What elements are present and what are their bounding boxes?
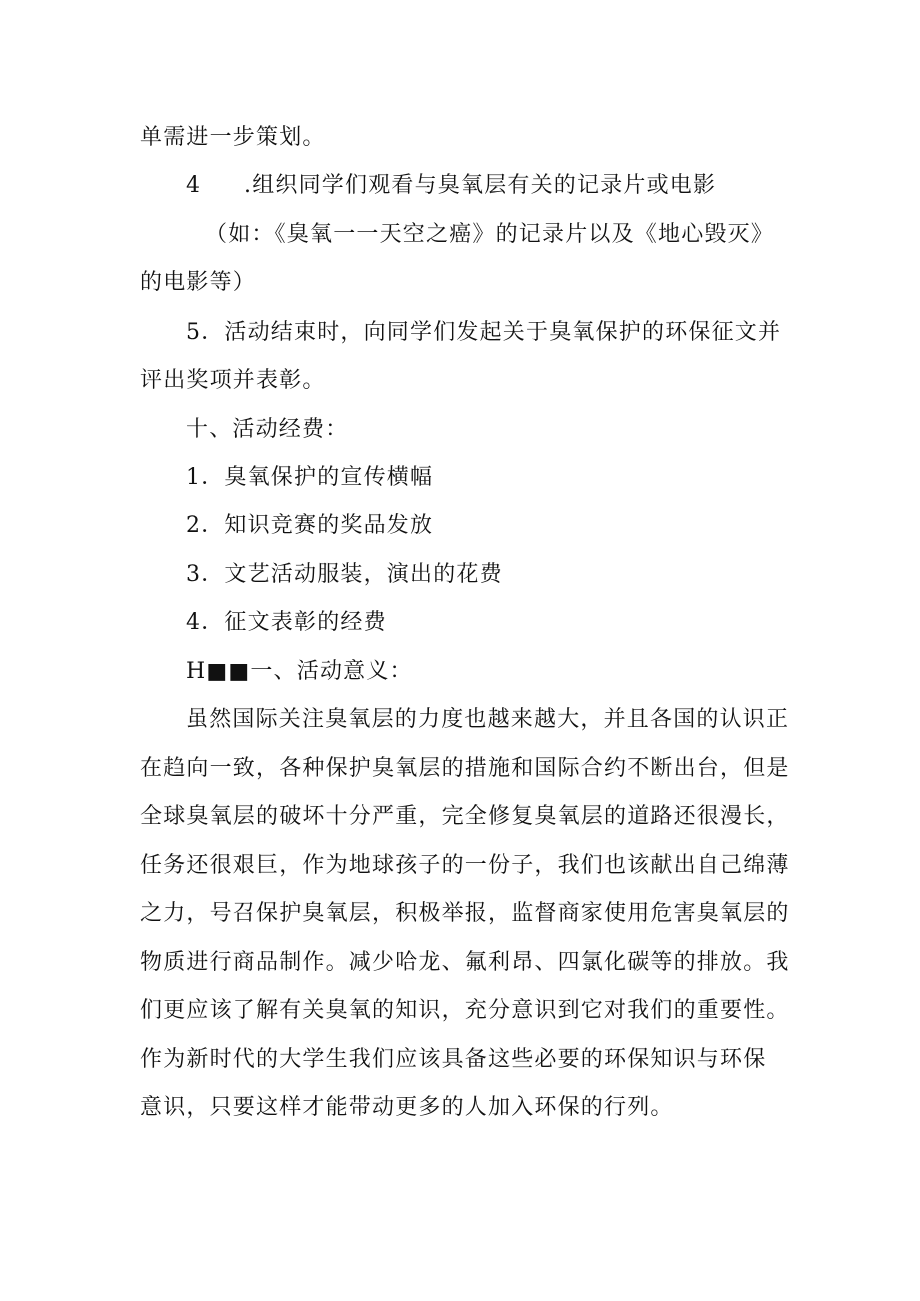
list-item-5: 5．活动结束时，向同学们发起关于臭氧保护的环保征文并 [186, 320, 782, 345]
paragraph-line: 们更应该了解有关臭氧的知识，充分意识到它对我们的重要性。 [140, 998, 790, 1023]
list-item: 3．文艺活动服装，演出的花费 [186, 562, 503, 587]
section-heading: 十、活动经费： [186, 417, 349, 442]
text-line: 的电影等） [140, 270, 257, 295]
list-item: 4．征文表彰的经费 [186, 610, 387, 635]
text-line: 单需进一步策划。 [140, 125, 326, 150]
list-item: 1．臭氧保护的宣传横幅 [186, 465, 434, 490]
paragraph-line: 任务还很艰巨，作为地球孩子的一份子，我们也该献出自己绵薄 [140, 853, 790, 878]
list-number: 4 [186, 173, 202, 198]
paragraph-line: 作为新时代的大学生我们应该具备这些必要的环保知识与环保 [140, 1047, 767, 1072]
paragraph-line: 全球臭氧层的破坏十分严重，完全修复臭氧层的道路还很漫长， [140, 804, 790, 829]
text-line: （如：《臭氧一一天空之癌》的记录片以及《地心毁灭》 [205, 222, 775, 247]
list-item: 2．知识竞赛的奖品发放 [186, 513, 434, 538]
paragraph-line: 意识，只要这样才能带动更多的人加入环保的行列。 [140, 1095, 674, 1120]
paragraph-line: 物质进行商品制作。减少哈龙、氟利昂、四氯化碳等的排放。我 [140, 950, 790, 975]
paragraph-line: 之力，号召保护臭氧层，积极举报，监督商家使用危害臭氧层的 [140, 901, 790, 926]
paragraph-line: 在趋向一致，各种保护臭氧层的措施和国际合约不断出台，但是 [140, 756, 790, 781]
list-item-text: .组织同学们观看与臭氧层有关的记录片或电影 [244, 173, 717, 198]
section-heading: H■■一、活动意义： [186, 659, 413, 684]
list-item-4 [186, 171, 846, 201]
text-line: 评出奖项并表彰。 [140, 368, 326, 393]
paragraph-line: 虽然国际关注臭氧层的力度也越来越大，并且各国的认识正 [186, 707, 790, 732]
